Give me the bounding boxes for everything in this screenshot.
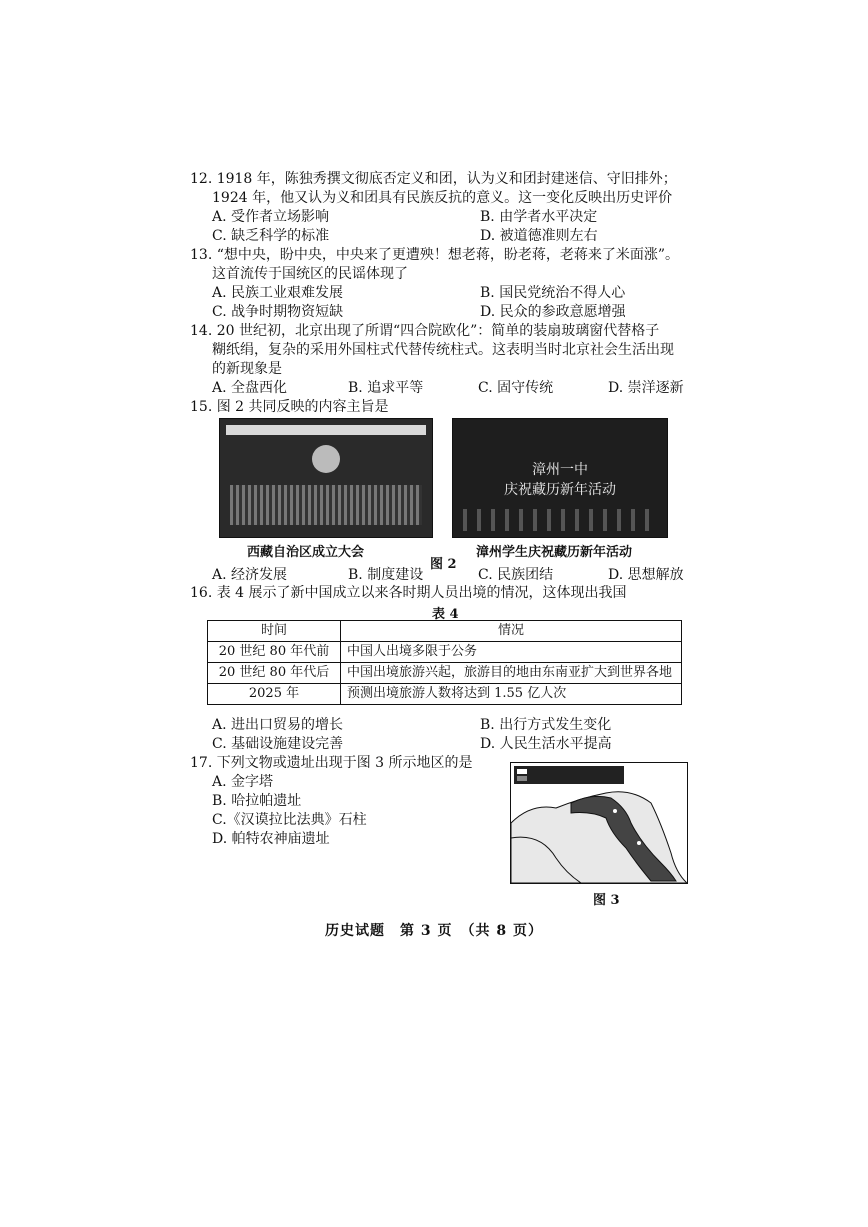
photo-zhangzhou-event (452, 418, 668, 538)
q16-option-c: C. 基础设施建设完善 (212, 736, 344, 752)
table-4 (207, 620, 682, 705)
question-13 (190, 246, 710, 322)
q13-option-d: D. 民众的参政意愿增强 (480, 304, 626, 320)
q14-stem-line1: 14. 20 世纪初，北京出现了所谓“四合院欧化”：简单的装扇玻璃窗代替格子 (190, 323, 660, 339)
photo2-screen-subtitle: 庆祝藏历新年活动 (504, 482, 616, 498)
question-16-options (190, 716, 710, 754)
photo-tibet-assembly (219, 418, 433, 538)
table-header-time: 时间 (208, 621, 341, 642)
table-header-row (208, 621, 682, 642)
q15-option-a: A. 经济发展 (212, 567, 288, 583)
q12-option-a: A. 受作者立场影响 (212, 209, 330, 225)
q13-option-a: A. 民族工业艰难发展 (212, 285, 344, 301)
table-cell-time: 20 世纪 80 年代前 (208, 642, 341, 663)
figure-3-map (510, 762, 688, 884)
q15-option-c: C. 民族团结 (478, 567, 554, 583)
q16-stem: 16. 表 4 展示了新中国成立以来各时期人员出境的情况，这体现出我国 (190, 585, 627, 601)
mesopotamia-map (511, 763, 687, 883)
question-16 (190, 584, 710, 603)
table-header-situation: 情况 (341, 621, 682, 642)
table-cell-desc: 中国出境旅游兴起，旅游目的地由东南亚扩大到世界各地 (341, 663, 682, 684)
q13-option-c: C. 战争时期物资短缺 (212, 304, 344, 320)
q14-option-c: C. 固守传统 (478, 380, 554, 396)
q17-stem: 17. 下列文物或遗址出现于图 3 所示地区的是 (190, 755, 473, 771)
q14-stem-line3: 的新现象是 (212, 361, 282, 377)
photo-performers (463, 509, 657, 531)
table-cell-time: 2025 年 (208, 684, 341, 705)
q13-option-b: B. 国民党统治不得人心 (480, 285, 626, 301)
q14-option-b: B. 追求平等 (348, 380, 424, 396)
q12-option-c: C. 缺乏科学的标准 (212, 228, 330, 244)
figure-3-label: 图 3 (593, 893, 620, 908)
q17-option-b: B. 哈拉帕遗址 (212, 793, 302, 809)
table-cell-time: 20 世纪 80 年代后 (208, 663, 341, 684)
q12-stem-line2: 1924 年，他又认为义和团具有民族反抗的意义。这一变化反映出历史评价 (212, 190, 673, 206)
photo2-caption: 漳州学生庆祝藏历新年活动 (476, 545, 633, 560)
photo1-caption: 西藏自治区成立大会 (247, 545, 365, 560)
table-4-title: 表 4 (432, 607, 459, 622)
q14-option-d: D. 崇洋逐新 (608, 380, 684, 396)
table-cell-desc: 中国人出境多限于公务 (341, 642, 682, 663)
photo-banner (226, 425, 426, 435)
question-12 (190, 170, 710, 246)
q17-option-d: D. 帕特农神庙遗址 (212, 831, 330, 847)
emblem (312, 445, 340, 473)
photo-crowd (230, 485, 422, 525)
q12-option-b: B. 由学者水平决定 (480, 209, 598, 225)
q15-option-d: D. 思想解放 (608, 567, 684, 583)
question-14 (190, 322, 710, 398)
table-cell-desc: 预测出境旅游人数将达到 1.55 亿人次 (341, 684, 682, 705)
q16-option-a: A. 进出口贸易的增长 (212, 717, 344, 733)
q12-option-d: D. 被道德准则左右 (480, 228, 598, 244)
question-15-options (190, 566, 710, 585)
figure-2-label: 图 2 (430, 557, 457, 572)
question-17 (190, 754, 490, 849)
map-legend (514, 766, 624, 784)
page-footer: 历史试题 第 3 页 （共 8 页） (325, 923, 543, 939)
q13-stem-line1: 13. “想中央，盼中央，中央来了更遭殃！想老蒋，盼老蒋，老蒋来了米面涨”。 (190, 247, 680, 263)
q16-option-b: B. 出行方式发生变化 (480, 717, 612, 733)
q17-option-a: A. 金字塔 (212, 774, 274, 790)
q13-stem-line2: 这首流传于国统区的民谣体现了 (212, 266, 408, 282)
question-15 (190, 398, 710, 417)
q16-option-d: D. 人民生活水平提高 (480, 736, 612, 752)
photo2-screen-title: 漳州一中 (532, 462, 588, 478)
table-row (208, 684, 682, 705)
q14-option-a: A. 全盘西化 (212, 380, 288, 396)
q15-option-b: B. 制度建设 (348, 567, 424, 583)
table-row (208, 663, 682, 684)
table-row (208, 642, 682, 663)
q15-stem: 15. 图 2 共同反映的内容主旨是 (190, 399, 389, 415)
q14-stem-line2: 糊纸绢，复杂的采用外国柱式代替传统柱式。这表明当时北京社会生活出现 (212, 342, 674, 358)
q12-stem-line1: 12. 1918 年，陈独秀撰文彻底否定义和团，认为义和团封建迷信、守旧排外； (190, 171, 677, 187)
q17-option-c: C.《汉谟拉比法典》石柱 (212, 812, 367, 828)
